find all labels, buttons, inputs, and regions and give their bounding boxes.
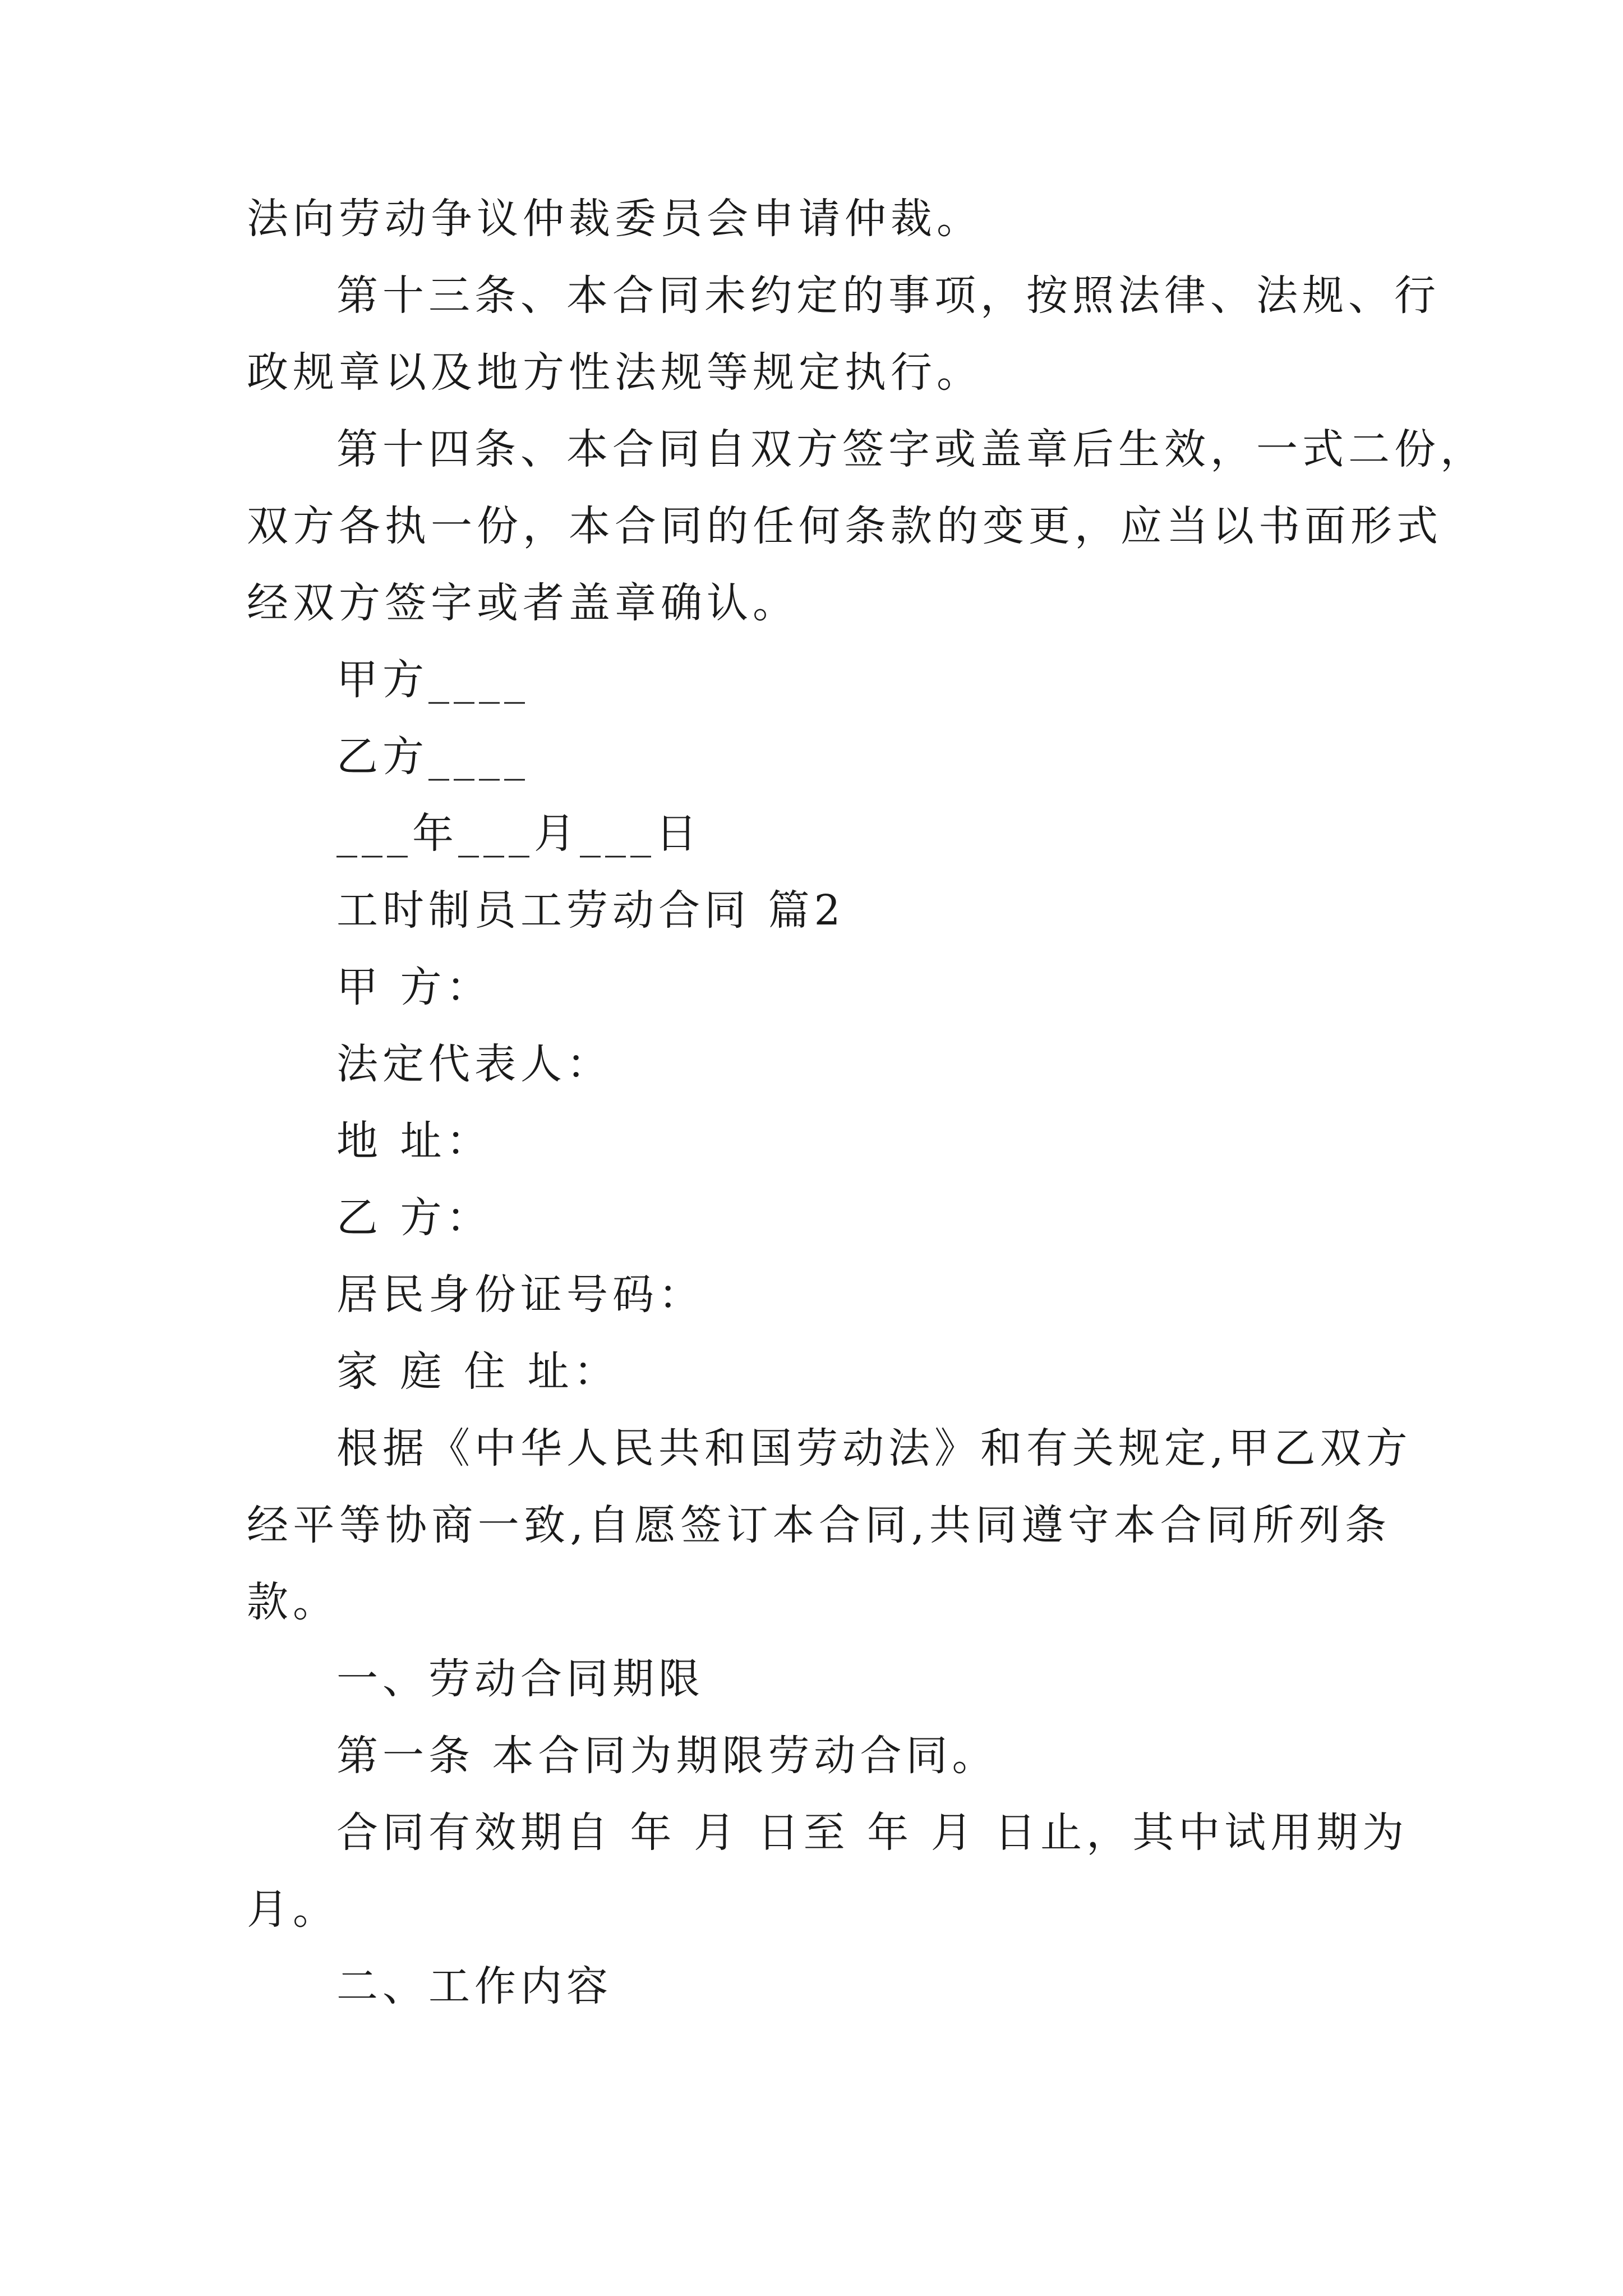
date-line: ___年___月___日 [336, 809, 702, 858]
legal-representative-field: 法定代表人： [336, 1040, 612, 1088]
article-1-line: 第一条 本合同为期限劳动合同。 [336, 1732, 998, 1780]
paragraph-line: 双方各执一份，本合同的任何条款的变更，应当以书面形式 [247, 502, 1442, 550]
contract-term-line: 合同有效期自 年 月 日至 年 月 日止，其中试用期为 [336, 1809, 1409, 1857]
paragraph-line: 款。 [247, 1578, 339, 1626]
party-a-field: 甲 方： [336, 963, 492, 1011]
chapter-heading: 二、工作内容 [336, 1962, 612, 2010]
preamble-line: 根据《中华人民共和国劳动法》和有关规定,甲乙双方 [336, 1424, 1412, 1473]
paragraph-line: 经平等协商一致,自愿签订本合同,共同遵守本合同所列条 [247, 1501, 1391, 1549]
document-page [247, 191, 1486, 2035]
paragraph-line: 法向劳动争议仲裁委员会申请仲裁。 [247, 195, 983, 243]
chapter-heading: 一、劳动合同期限 [336, 1655, 704, 1703]
id-number-field: 居民身份证号码： [336, 1271, 704, 1319]
paragraph-line: 经双方签字或者盖章确认。 [247, 579, 799, 627]
article-14-line: 第十四条、本合同自双方签字或盖章后生效，一式二份， [336, 425, 1486, 473]
section-title: 工时制员工劳动合同 篇2 [336, 886, 845, 935]
party-b-field: 乙 方： [336, 1194, 492, 1242]
paragraph-line: 政规章以及地方性法规等规定执行。 [247, 348, 983, 397]
party-a-signature-line: 甲方____ [336, 656, 529, 704]
party-b-signature-line: 乙方____ [336, 733, 529, 781]
paragraph-line: 月。 [247, 1885, 339, 1934]
home-address-field: 家 庭 住 址： [336, 1347, 620, 1396]
article-13-line: 第十三条、本合同未约定的事项，按照法律、法规、行 [336, 272, 1440, 320]
address-field: 地 址： [336, 1117, 492, 1165]
